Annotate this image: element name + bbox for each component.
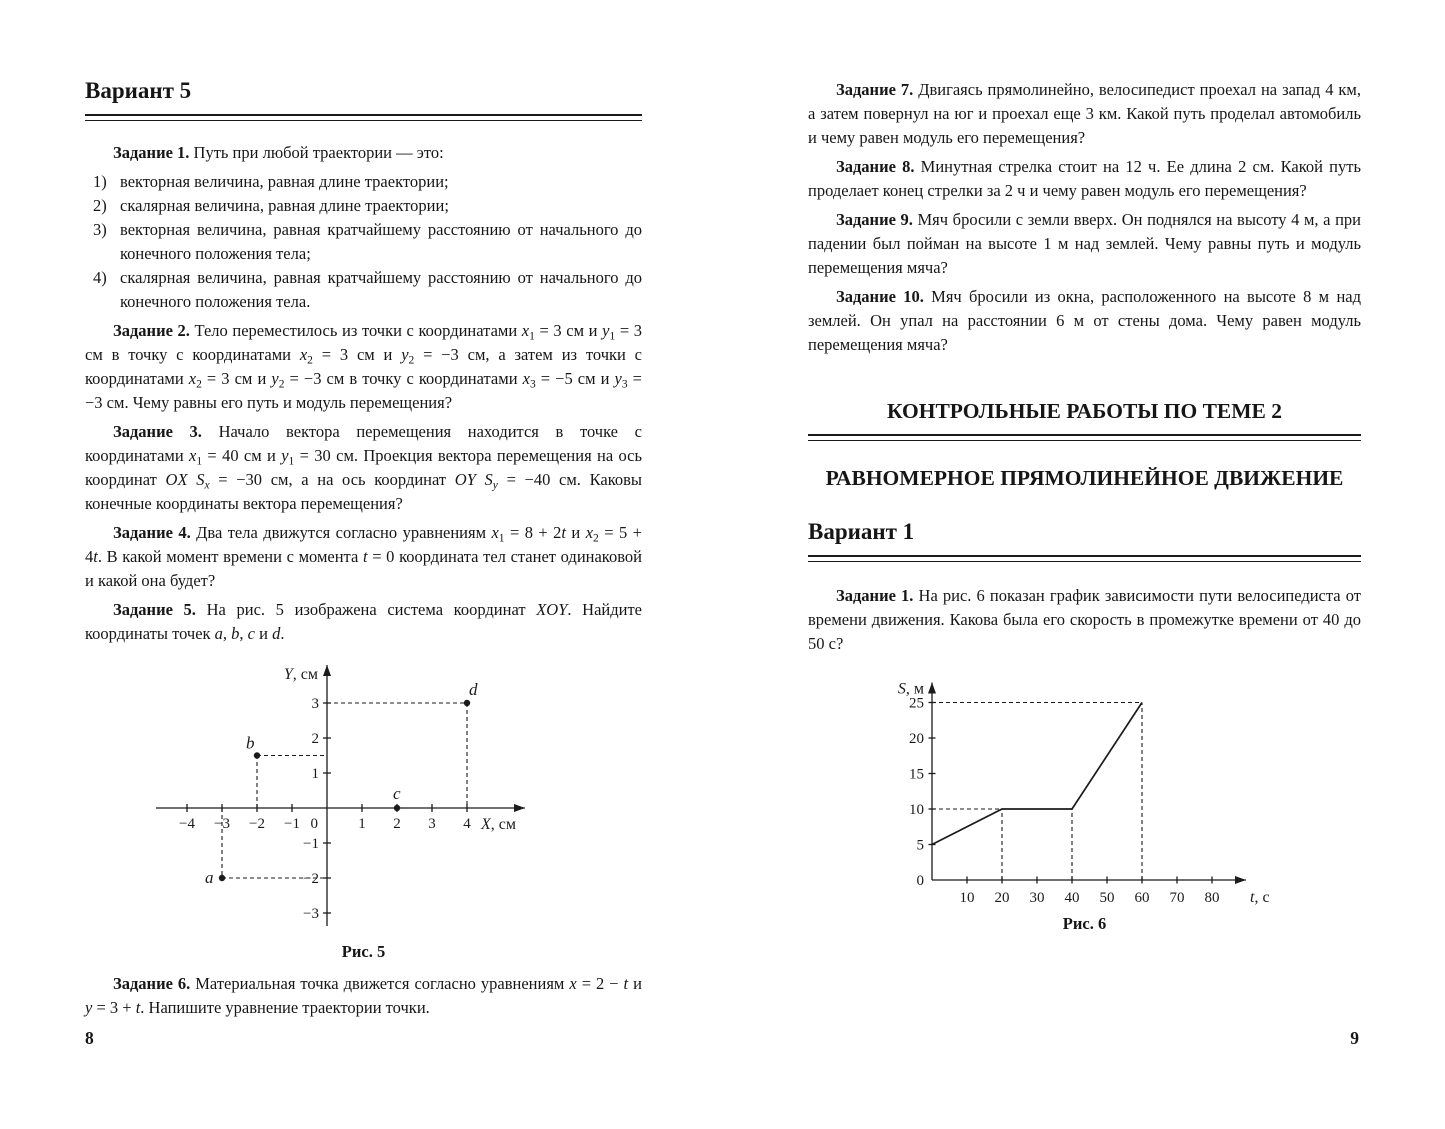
figure-5-plot [145, 656, 545, 936]
svg-text:1: 1 [311, 766, 319, 782]
variant-5-heading: Вариант 5 [85, 78, 192, 103]
list-item-text: скалярная величина, равная длине траектории; [120, 196, 449, 215]
svg-text:10: 10 [909, 802, 924, 818]
page-left [85, 0, 642, 1129]
svg-text:1: 1 [358, 816, 366, 832]
svg-text:0: 0 [916, 873, 924, 889]
list-item-number: 1) [93, 172, 107, 191]
svg-text:80: 80 [1204, 890, 1220, 906]
task-10-paragraph: Задание 10. Мяч бросили из окна, расположенного на высоте 8 м над землей. Он упал на расстоянии 6 м от стены дома. Чему равен модуль перемещения мяча? [808, 287, 1361, 354]
svg-text:−2: −2 [249, 816, 265, 832]
svg-text:25: 25 [909, 695, 924, 712]
svg-text:a: a [205, 868, 214, 887]
list-item-text: векторная величина, равная кратчайшему расстоянию от начального до конечного положения тела; [120, 220, 642, 263]
figure-6-plot [860, 668, 1290, 908]
svg-text:−3: −3 [214, 816, 230, 832]
figure-6-caption: Рис. 6 [1062, 914, 1107, 933]
svg-text:50: 50 [1099, 890, 1115, 906]
task-6-paragraph: Задание 6. Материальная точка движется согласно уравнениям x = 2 − t и y = 3 + t. Напишите уравнение траектории точки. [85, 974, 642, 1017]
page-right [808, 0, 1361, 1129]
svg-text:10: 10 [959, 890, 975, 906]
heading-rule [85, 114, 642, 121]
svg-text:20: 20 [994, 890, 1010, 906]
figure-5 [85, 656, 642, 962]
svg-text:70: 70 [1169, 890, 1185, 906]
list-item [85, 194, 642, 218]
list-item-text: скалярная величина, равная кратчайшему расстоянию от начального до конечного положения тела. [120, 268, 642, 311]
list-item [85, 266, 642, 314]
svg-text:3: 3 [428, 816, 436, 832]
figure-6 [808, 668, 1361, 934]
task-7-paragraph: Задание 7. Двигаясь прямолинейно, велосипедист проехал на запад 4 км, а затем повернул на юг и проехал еще 3 км. Какой путь проделал автомобиль и чему равен модуль его перемещения? [808, 80, 1361, 147]
task-1-paragraph: Задание 1. На рис. 6 показан график зависимости пути велосипедиста от времени движения. Какова была его скорость в промежутке времени от 40 до 50 с? [808, 586, 1361, 653]
heading-rule [808, 555, 1361, 562]
page-number: 9 [1350, 1028, 1359, 1048]
variant-1-heading: Вариант 1 [808, 519, 915, 544]
task-8-paragraph: Задание 8. Минутная стрелка стоит на 12 ч. Ее длина 2 см. Какой путь проделает конец стрелки за 2 ч и чему равен модуль его перемещения? [808, 157, 1361, 200]
svg-text:5: 5 [916, 837, 924, 854]
svg-text:−2: −2 [303, 871, 319, 887]
svg-text:Y, см: Y, см [283, 666, 318, 683]
svg-text:−3: −3 [303, 906, 319, 922]
svg-text:d: d [469, 680, 478, 699]
svg-text:4: 4 [463, 816, 471, 832]
svg-text:40: 40 [1064, 890, 1080, 906]
svg-text:c: c [393, 784, 401, 803]
list-item-number: 4) [93, 268, 107, 287]
svg-text:−1: −1 [303, 836, 319, 852]
section-subtitle: РАВНОМЕРНОЕ ПРЯМОЛИНЕЙНОЕ ДВИЖЕНИЕ [825, 466, 1344, 490]
svg-text:X, см: X, см [481, 816, 517, 833]
page-number: 8 [85, 1028, 94, 1048]
list-item-number: 3) [93, 220, 107, 239]
svg-text:−1: −1 [284, 816, 300, 832]
list-item [85, 218, 642, 266]
svg-text:2: 2 [393, 816, 401, 832]
svg-text:3: 3 [311, 696, 319, 712]
list-item [85, 170, 642, 194]
section-rule [808, 434, 1361, 441]
svg-text:0: 0 [310, 816, 318, 832]
svg-text:30: 30 [1029, 890, 1045, 906]
svg-text:2: 2 [311, 731, 319, 747]
task-5-paragraph: Задание 5. На рис. 5 изображена система координат XOY. Найдите координаты точек a, b, c и d. [85, 600, 642, 643]
svg-text:t, с: t, с [1250, 889, 1270, 906]
list-item-number: 2) [93, 196, 107, 215]
task-1-options [85, 170, 642, 314]
figure-5-caption: Рис. 5 [341, 942, 386, 961]
svg-text:60: 60 [1134, 890, 1150, 906]
svg-text:b: b [246, 733, 255, 753]
task-3-paragraph: Задание 3. Начало вектора перемещения находится в точке с координатами $x_1 = 40$ см и $y_1 = 30$ см. Проекция вектора перемещения на ось координат OX $S_x = -30$ см, а на ось координат OY $S_y = -40$ см. Каковы конечные координаты вектора перемещения? [85, 422, 643, 513]
task-1-intro: Задание 1. Путь при любой траектории — это: [113, 143, 444, 162]
svg-text:20: 20 [909, 731, 924, 747]
svg-text:−4: −4 [179, 816, 195, 832]
list-item-text: векторная величина, равная длине траектории; [120, 172, 449, 191]
task-2-paragraph: Задание 2. Тело переместилось из точки с координатами $x_1 = 3$ см и $y_1 = 3$ см в точку с координатами $x_2 = 3$ см и $y_2 = -3$ см, а затем из точки с координатами $x_2 = 3$ см и $y_2 = -3$ см в точку с координатами $x_3 = -5$ см и $y_3 = -3$ см. Чему равны его путь и модуль перемещения? [85, 321, 642, 412]
task-9-paragraph: Задание 9. Мяч бросили с земли вверх. Он поднялся на высоту 4 м, а при падении был пойман на высоте 1 м над землей. Чему равны путь и модуль перемещения мяча? [808, 210, 1361, 277]
svg-text:S, м: S, м [897, 680, 924, 698]
svg-text:15: 15 [909, 766, 924, 783]
task-4-paragraph: Задание 4. Два тела движутся согласно уравнениям $x_1 = 8 + 2t$ и $x_2 = 5 + 4t$. В какой момент времени с момента t = 0 координата тел станет одинаковой и какой она будет? [85, 523, 642, 590]
section-title: КОНТРОЛЬНЫЕ РАБОТЫ ПО ТЕМЕ 2 [886, 399, 1283, 423]
